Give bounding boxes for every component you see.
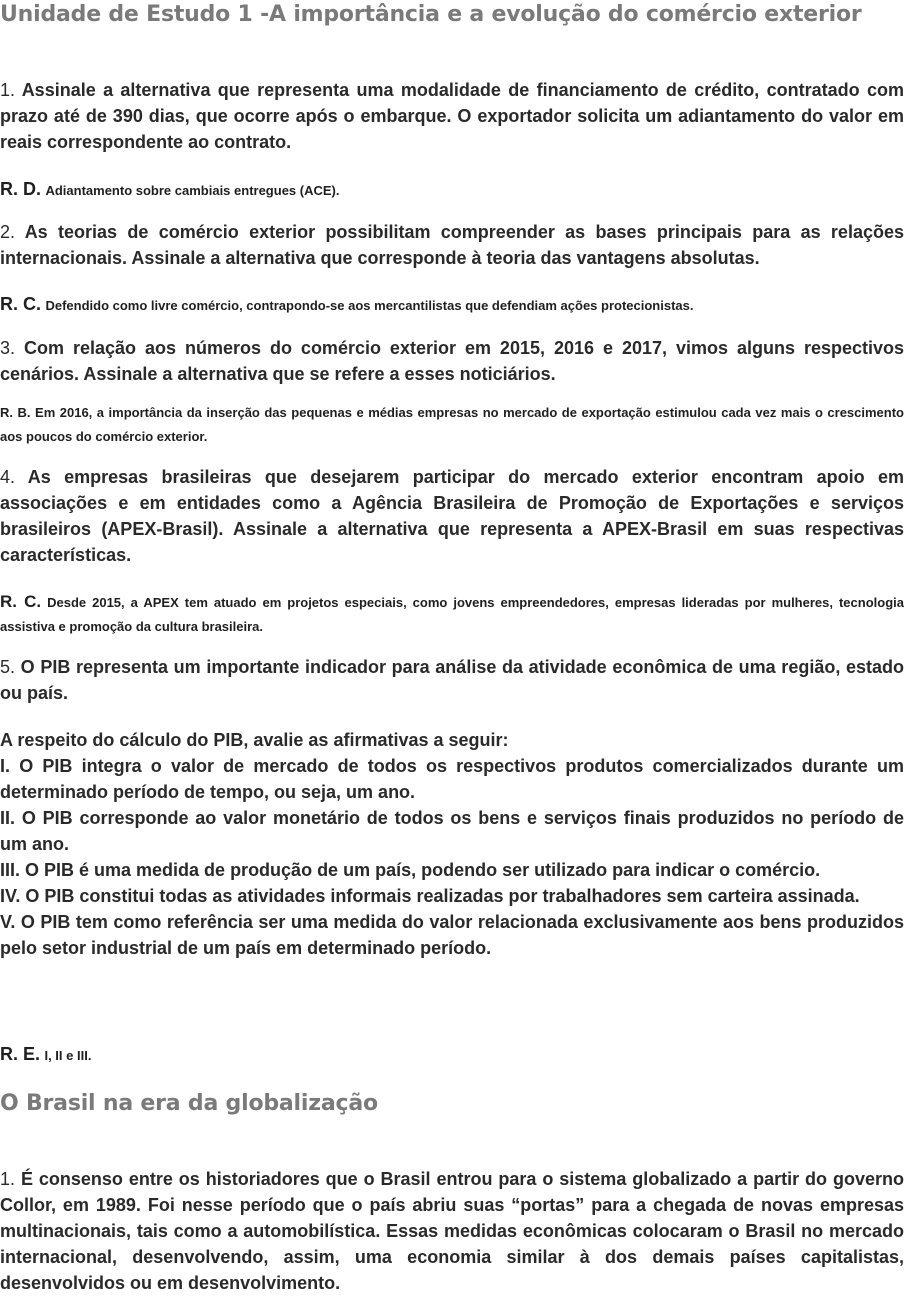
statement-ii: II. O PIB corresponde ao valor monetário de todos os bens e serviços finais produzidos no período de um ano. — [0, 808, 904, 854]
answer-3 — [0, 401, 904, 449]
question-number: 1. — [0, 80, 16, 100]
statements-intro: A respeito do cálculo do PIB, avalie as afirmativas a seguir: — [0, 730, 509, 750]
answer-letter: R. C. — [0, 592, 42, 611]
question-4 — [0, 464, 904, 568]
question-5-statements — [0, 727, 904, 961]
question-3 — [0, 335, 904, 387]
answer-4 — [0, 590, 904, 639]
question-text: Assinale a alternativa que representa uma modalidade de financiamento de crédito, contratado com prazo até de 390 dias, que ocorre após o embarque. O exportador solicita um adiantamento do valor em reais correspondente ao contrato. — [0, 80, 904, 152]
question-number: 3. — [0, 338, 16, 358]
answer-letter: R. C. — [0, 294, 42, 314]
question-text: As teorias de comércio exterior possibilitam compreender as bases principais para as relações internacionais. Assinale a alternativa que corresponde à teoria das vantagens absolutas. — [0, 222, 904, 268]
statement-v: V. O PIB tem como referência ser uma medida do valor relacionada exclusivamente aos bens produzidos pelo setor industrial de um país em determinado período. — [0, 912, 904, 958]
question-text: O PIB representa um importante indicador para análise da atividade econômica de uma região, estado ou país. — [0, 657, 904, 703]
answer-letter: R. B. — [0, 405, 31, 420]
section-title-unit1: Unidade de Estudo 1 -A importância e a evolução do comércio exterior — [0, 2, 862, 27]
answer-text: I, II e III. — [44, 1048, 92, 1063]
question-2 — [0, 219, 904, 271]
question-5 — [0, 654, 904, 706]
answer-text: Desde 2015, a APEX tem atuado em projetos especiais, como jovens empreendedores, empresas lideradas por mulheres, tecnologia assistiva e promoção da cultura brasileira. — [0, 595, 904, 634]
answer-letter: R. D. — [0, 179, 42, 199]
answer-5 — [0, 1042, 904, 1068]
question-text: As empresas brasileiras que desejarem participar do mercado exterior encontram apoio em associações e em entidades como a Agência Brasileira de Promoção de Exportações e serviços brasileiros (APEX-Brasil). Assinale a alternativa que representa a APEX-Brasil em suas respectivas características. — [0, 467, 904, 565]
question-number: 1. — [0, 1169, 16, 1189]
answer-letter: R. E. — [0, 1044, 41, 1064]
answer-text: Defendido como livre comércio, contrapondo-se aos mercantilistas que defendiam ações protecionistas. — [45, 298, 694, 313]
answer-text: Em 2016, a importância da inserção das pequenas e médias empresas no mercado de exportação estimulou cada vez mais o crescimento aos poucos do comércio exterior. — [0, 405, 904, 444]
question-number: 5. — [0, 657, 16, 677]
statement-iii: III. O PIB é uma medida de produção de um país, podendo ser utilizado para indicar o comércio. — [0, 860, 821, 880]
question-1 — [0, 77, 904, 155]
unit2-question-1 — [0, 1166, 904, 1296]
answer-2 — [0, 292, 904, 318]
question-number: 4. — [0, 467, 16, 487]
answer-1 — [0, 177, 904, 203]
question-text: Com relação aos números do comércio exterior em 2015, 2016 e 2017, vimos alguns respectivos cenários. Assinale a alternativa que se refere a esses noticiários. — [0, 338, 904, 384]
answer-text: Adiantamento sobre cambiais entregues (ACE). — [45, 183, 340, 198]
statement-i: I. O PIB integra o valor de mercado de todos os respectivos produtos comercializados durante um determinado período de tempo, ou seja, um ano. — [0, 756, 904, 802]
section-title-unit2: O Brasil na era da globalização — [0, 1091, 378, 1116]
statement-iv: IV. O PIB constitui todas as atividades informais realizadas por trabalhadores sem carteira assinada. — [0, 886, 860, 906]
question-text: É consenso entre os historiadores que o Brasil entrou para o sistema globalizado a partir do governo Collor, em 1989. Foi nesse período que o país abriu suas “portas” para a chegada de novas empresas multinacionais, tais como a automobilística. Essas medidas econômicas colocaram o Brasil no mercado internacional, desenvolvendo, assim, uma economia similar à dos demais países capitalistas, desenvolvidos ou em desenvolvimento. — [0, 1169, 904, 1293]
question-number: 2. — [0, 222, 16, 242]
